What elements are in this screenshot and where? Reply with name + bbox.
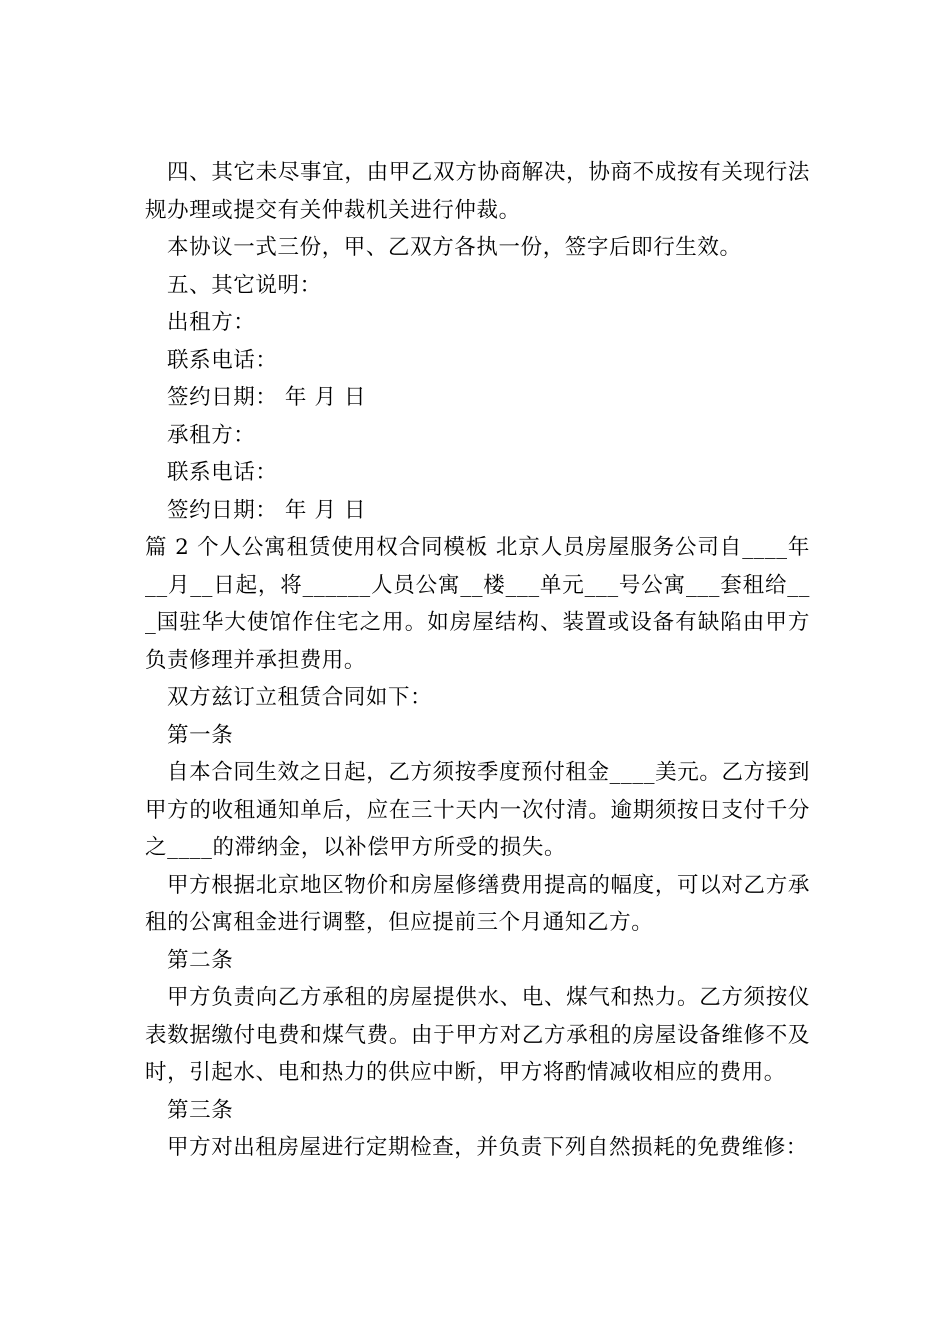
article-two-utilities: 甲方负责向乙方承租的房屋提供水、电、煤气和热力。乙方须按仪表数据缴付电费和煤气费。由于甲方对乙方承租的房屋设备维修不及时，引起水、电和热力的供应中断，甲方将酌情减收相应的费用。 [145, 985, 810, 1085]
article-one-adjustment: 甲方根据北京地区物价和房屋修缮费用提高的幅度，可以对乙方承租的公寓租金进行调整，但应提前三个月通知乙方。 [145, 872, 810, 935]
lessor-phone-label: 联系电话： [167, 347, 278, 373]
paragraph-clause-four: 四、其它未尽事宜，由甲乙双方协商解决，协商不成按有关现行法规办理或提交有关仲裁机关进行仲裁。 [145, 160, 810, 223]
article-one-heading: 第一条 [167, 722, 234, 748]
lessor-label: 出租方： [167, 310, 256, 335]
article-three-heading: 第三条 [167, 1097, 234, 1123]
paragraph-chapter-two-intro: 篇 2 个人公寓租赁使用权合同模板 北京人员房屋服务公司自____年__月__日起，将______人员公寓__楼___单元___号公寓___套租给___国驻华大使馆作住宅之用。如房屋结构、装置或设备有缺陷由甲方负责修理并承担费用。 [145, 535, 810, 673]
paragraph-copies: 本协议一式三份，甲、乙双方各执一份，签字后即行生效。 [167, 235, 742, 260]
article-one-rent: 自本合同生效之日起，乙方须按季度预付租金____美元。乙方接到甲方的收租通知单后，应在三十天内一次付清。逾期须按日支付千分之____的滞纳金，以补偿甲方所受的损失。 [145, 760, 810, 860]
document-body [145, 154, 810, 1167]
paragraph-agreement-intro: 双方兹订立租赁合同如下： [167, 685, 433, 710]
lessor-sign-date-label: 签约日期： 年 月 日 [167, 385, 367, 410]
lessee-sign-date-label: 签约日期： 年 月 日 [167, 497, 367, 523]
paragraph-clause-five-heading: 五、其它说明： [167, 272, 322, 298]
article-two-heading: 第二条 [167, 947, 234, 973]
lessee-phone-label: 联系电话： [167, 460, 278, 485]
lessee-label: 承租方： [167, 422, 256, 448]
article-three-inspection: 甲方对出租房屋进行定期检查，并负责下列自然损耗的免费维修： [167, 1135, 808, 1160]
